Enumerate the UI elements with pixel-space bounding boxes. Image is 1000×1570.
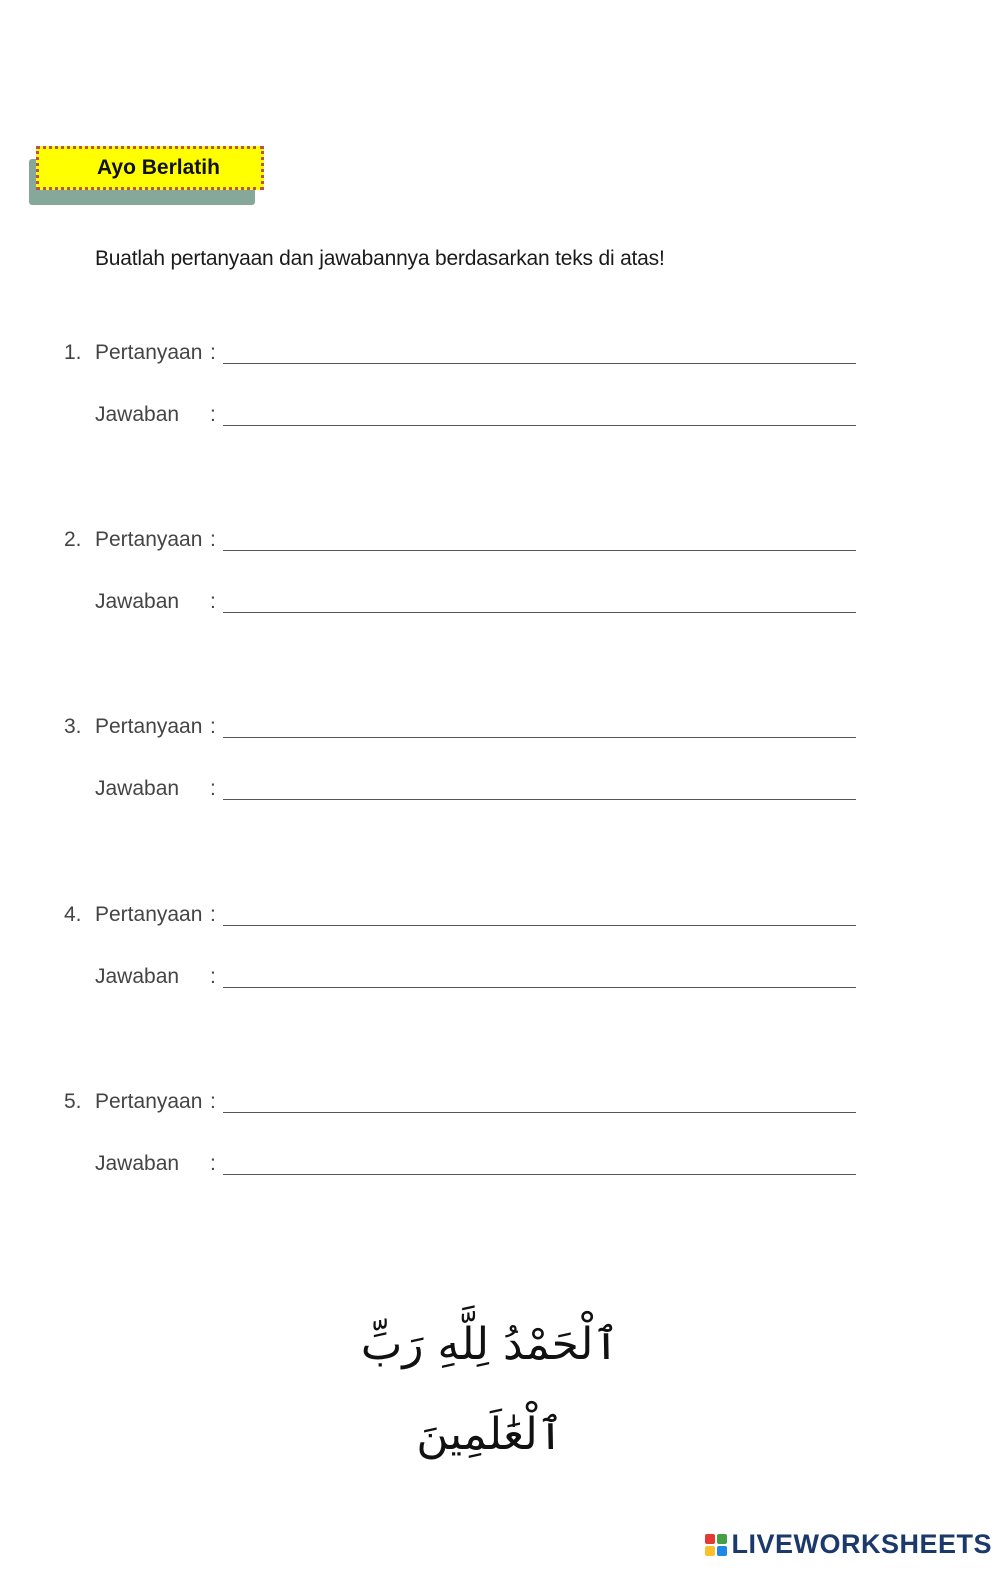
colon: : xyxy=(210,777,216,800)
question-row xyxy=(0,715,1000,745)
colon: : xyxy=(210,528,216,551)
answer-row xyxy=(0,590,1000,620)
question-answer-line[interactable] xyxy=(223,1112,856,1113)
question-label: Pertanyaan xyxy=(95,528,203,551)
instruction-text: Buatlah pertanyaan dan jawabannya berdasarkan teks di atas! xyxy=(95,247,665,270)
alhamdulillah-calligraphy: ٱلْحَمْدُ لِلَّهِ رَبِّ ٱلْعَٰلَمِينَ xyxy=(360,1319,620,1460)
liveworksheets-logo[interactable] xyxy=(705,1529,992,1560)
question-row xyxy=(0,341,1000,371)
answer-line[interactable] xyxy=(223,987,856,988)
answer-row xyxy=(0,403,1000,433)
item-number: 5. xyxy=(64,1090,82,1113)
colon: : xyxy=(210,403,216,426)
question-row xyxy=(0,528,1000,558)
colon: : xyxy=(210,1090,216,1113)
answer-label: Jawaban xyxy=(95,777,180,800)
answer-label: Jawaban xyxy=(95,965,180,988)
logo-mark-icon xyxy=(705,1534,727,1556)
question-row xyxy=(0,903,1000,933)
item-number: 3. xyxy=(64,715,82,738)
colon: : xyxy=(210,965,216,988)
answer-line[interactable] xyxy=(223,1174,856,1175)
answer-row xyxy=(0,1152,1000,1182)
answer-line[interactable] xyxy=(223,799,856,800)
question-answer-line[interactable] xyxy=(223,550,856,551)
item-number: 4. xyxy=(64,903,82,926)
answer-row xyxy=(0,777,1000,807)
colon: : xyxy=(210,341,216,364)
colon: : xyxy=(210,1152,216,1175)
answer-line[interactable] xyxy=(223,425,856,426)
question-row xyxy=(0,1090,1000,1120)
colon: : xyxy=(210,903,216,926)
question-label: Pertanyaan xyxy=(95,903,203,926)
question-item xyxy=(0,341,1000,426)
answer-row xyxy=(0,965,1000,995)
section-title: Ayo Berlatih xyxy=(97,156,220,179)
question-item xyxy=(0,903,1000,988)
question-answer-line[interactable] xyxy=(223,925,856,926)
question-item xyxy=(0,715,1000,800)
colon: : xyxy=(210,715,216,738)
item-number: 1. xyxy=(64,341,82,364)
item-number: 2. xyxy=(64,528,82,551)
badge-box xyxy=(36,146,264,190)
question-label: Pertanyaan xyxy=(95,1090,203,1113)
answer-label: Jawaban xyxy=(95,590,180,613)
section-badge xyxy=(26,142,271,212)
answer-label: Jawaban xyxy=(95,403,180,426)
question-item xyxy=(0,1090,1000,1175)
question-label: Pertanyaan xyxy=(95,341,203,364)
question-label: Pertanyaan xyxy=(95,715,203,738)
answer-label: Jawaban xyxy=(95,1152,180,1175)
answer-line[interactable] xyxy=(223,612,856,613)
logo-text: LIVEWORKSHEETS xyxy=(731,1529,992,1559)
colon: : xyxy=(210,590,216,613)
question-answer-line[interactable] xyxy=(223,363,856,364)
question-item xyxy=(0,528,1000,613)
question-answer-line[interactable] xyxy=(223,737,856,738)
